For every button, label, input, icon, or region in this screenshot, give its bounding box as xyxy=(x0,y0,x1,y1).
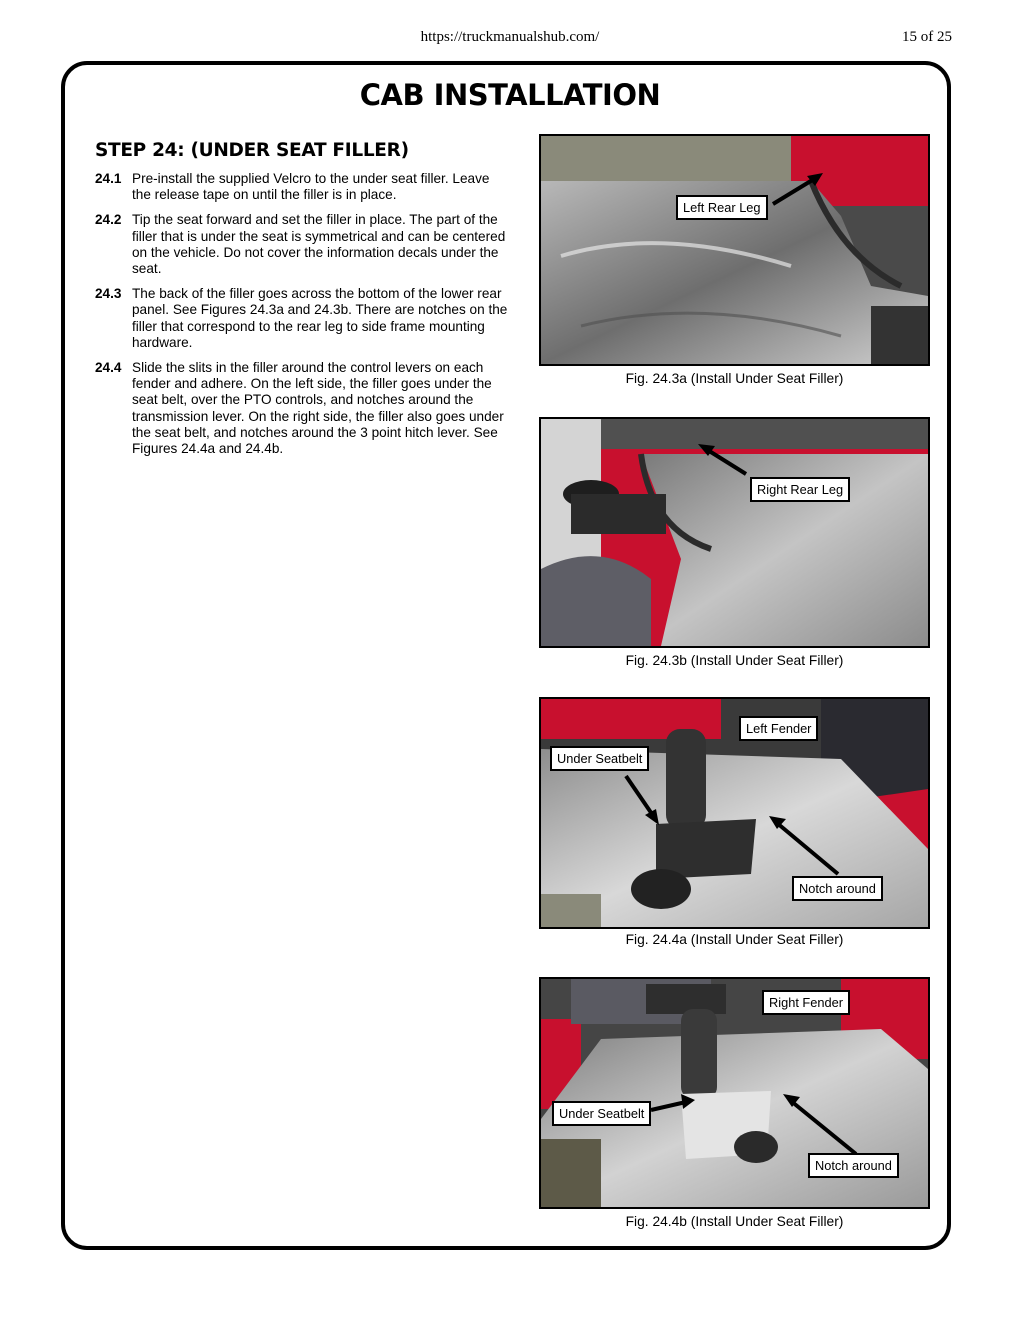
step-heading: STEP 24: (UNDER SEAT FILLER) xyxy=(95,140,409,161)
figure-caption: Fig. 24.3a (Install Under Seat Filler) xyxy=(625,371,844,386)
step-item xyxy=(95,212,515,277)
step-item xyxy=(95,286,515,351)
step-number: 24.1 xyxy=(95,171,122,186)
callout-left-fender: Left Fender xyxy=(739,716,818,741)
step-text: The back of the filler goes across the bottom of the lower rear panel. See Figures 24.3a and 24.3b. There are notches on the filler that correspond to the rear leg to side frame mounting hardware. xyxy=(132,286,508,350)
figure-caption: Fig. 24.4b (Install Under Seat Filler) xyxy=(625,1214,844,1229)
step-number: 24.3 xyxy=(95,286,122,302)
callout-notch-around: Notch around xyxy=(808,1153,899,1178)
figure-24-3b-photo xyxy=(539,417,930,648)
figure-24-3a-photo xyxy=(539,134,930,366)
step-text: Tip the seat forward and set the filler in place. The part of the filler that is under the seat is symmetrical and can be centered on the vehicle. Do not cover the information decals under the seat. xyxy=(132,212,506,277)
step-item xyxy=(95,171,515,203)
step-list xyxy=(95,171,515,466)
page-title: CAB INSTALLATION xyxy=(359,78,661,112)
callout-under-seatbelt: Under Seatbelt xyxy=(552,1101,651,1126)
step-number: 24.2 xyxy=(95,212,122,228)
step-text: Slide the slits in the filler around the control levers on each fender and adhere. On the left side, the filler goes under the seat belt, over the PTO controls, and notches around the transmission lever. On the right side, the filler also goes under the seat belt, and notches around the 3 point hitch lever. See Figures 24.4a and 24.4b. xyxy=(132,360,504,457)
figure-caption: Fig. 24.3b (Install Under Seat Filler) xyxy=(625,653,844,668)
callout-under-seatbelt: Under Seatbelt xyxy=(550,746,649,771)
page-number: 15 of 25 xyxy=(902,29,952,45)
step-number: 24.4 xyxy=(95,360,122,376)
callout-left-rear-leg: Left Rear Leg xyxy=(676,195,768,220)
figure-caption: Fig. 24.4a (Install Under Seat Filler) xyxy=(625,932,844,947)
callout-right-rear-leg: Right Rear Leg xyxy=(750,477,850,502)
source-url: https://truckmanualshub.com/ xyxy=(420,29,600,45)
callout-right-fender: Right Fender xyxy=(762,990,850,1015)
step-item xyxy=(95,360,515,457)
callout-notch-around: Notch around xyxy=(792,876,883,901)
step-text: Pre-install the supplied Velcro to the under seat filler. Leave the release tape on until the filler is in place. xyxy=(132,171,490,203)
